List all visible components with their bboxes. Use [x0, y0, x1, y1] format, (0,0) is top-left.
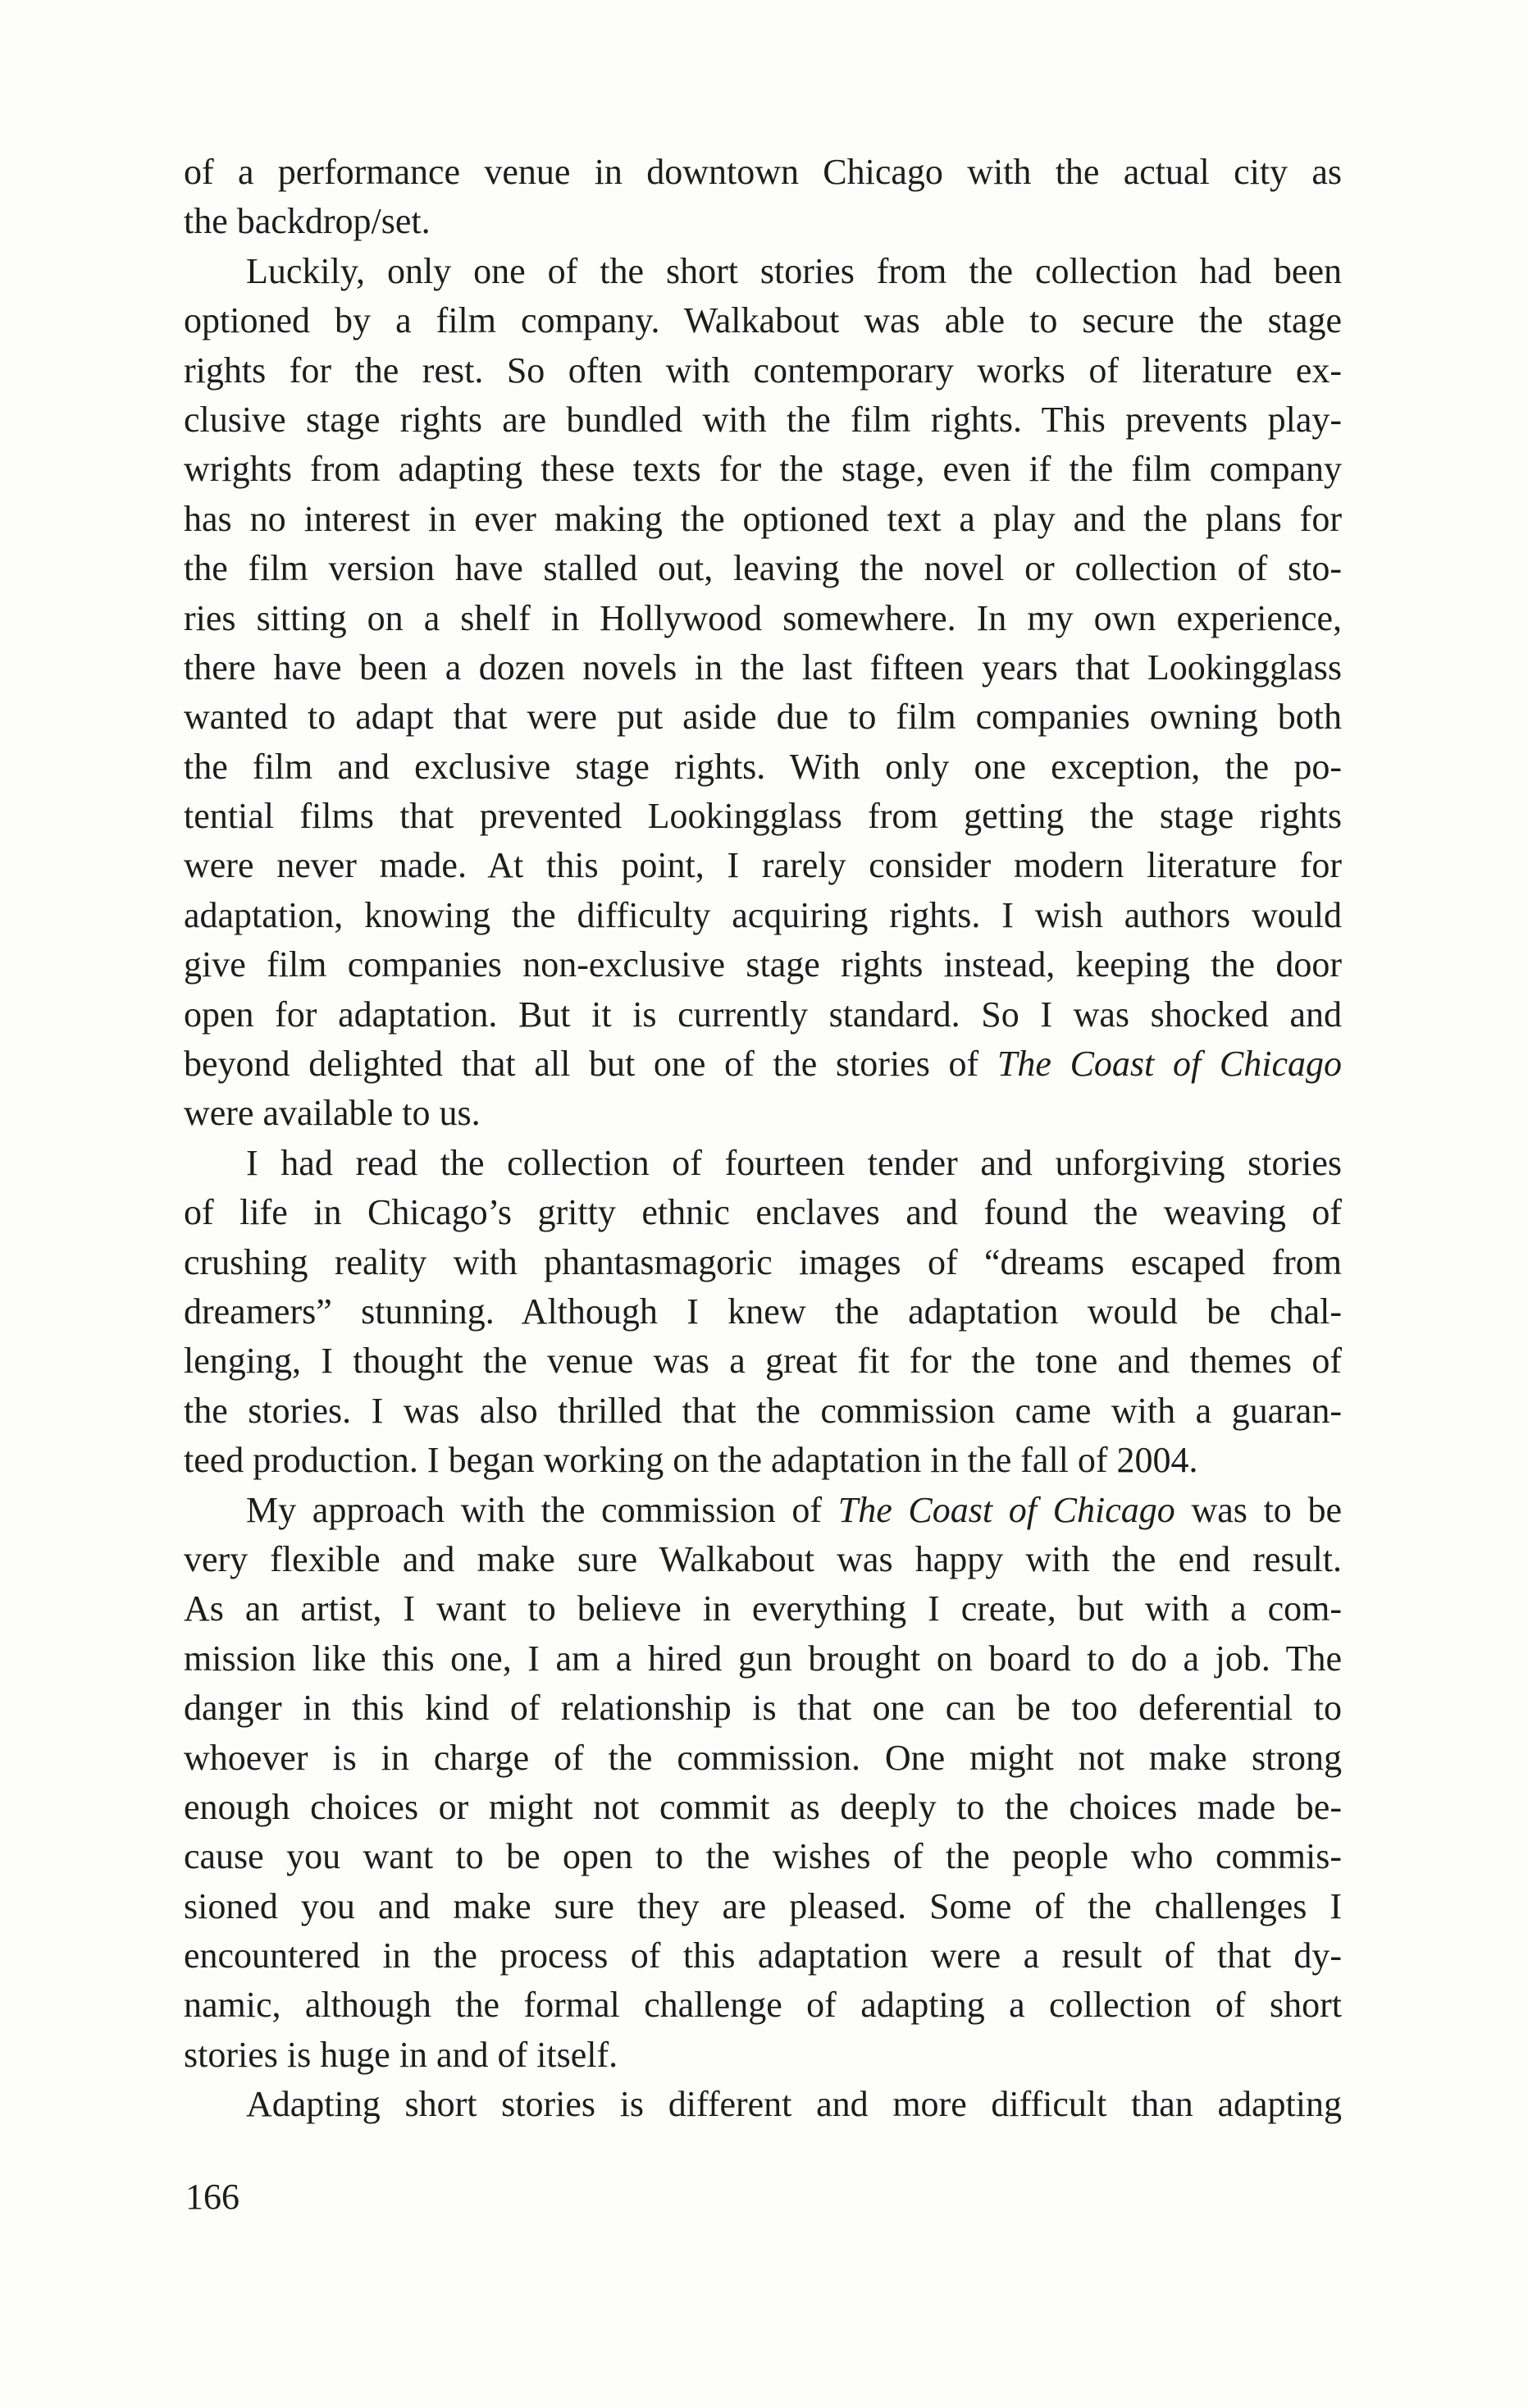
text-line: lenging, I thought the venue was a great fit for the tone and themes of	[184, 1341, 1342, 1382]
line-text: was to be	[1175, 1489, 1343, 1530]
text-line: the film version have stalled out, leaving the novel or collection of sto-	[184, 548, 1342, 589]
text-line: Adapting short stories is different and more difficult than adapting	[246, 2084, 1342, 2125]
text-line: rights for the rest. So often with contemporary works of literature ex-	[184, 350, 1342, 391]
text-line: the film and exclusive stage rights. With only one exception, the po-	[184, 746, 1342, 787]
text-line: cause you want to be open to the wishes of the people who commis-	[184, 1836, 1342, 1877]
text-line: give film companies non-exclusive stage rights instead, keeping the door	[184, 944, 1342, 985]
line-text: beyond delighted that all but one of the stories of	[184, 1044, 997, 1085]
text-line: enough choices or might not commit as deeply to the choices made be-	[184, 1786, 1342, 1827]
text-line: optioned by a film company. Walkabout was able to secure the stage	[184, 300, 1342, 341]
text-line: dreamers” stunning. Although I knew the adaptation would be chal-	[184, 1291, 1342, 1332]
paragraph	[184, 2080, 1342, 2129]
text-line: sioned you and make sure they are pleased. Some of the challenges I	[184, 1885, 1342, 1926]
text-line: of life in Chicago’s gritty ethnic enclaves and found the weaving of	[184, 1192, 1342, 1233]
text-line: whoever is in charge of the commission. One might not make strong	[184, 1737, 1342, 1778]
text-line: clusive stage rights are bundled with the film rights. This prevents play-	[184, 399, 1342, 440]
italic-title: The Coast of Chicago	[997, 1044, 1342, 1085]
text-line: ries sitting on a shelf in Hollywood somewhere. In my own experience,	[184, 597, 1342, 638]
text-line: danger in this kind of relationship is that one can be too deferential to	[184, 1688, 1342, 1729]
text-line: wrights from adapting these texts for the stage, even if the film company	[184, 449, 1342, 490]
body-text	[184, 148, 1342, 2130]
text-line: open for adaptation. But it is currently standard. So I was shocked and	[184, 994, 1342, 1035]
text-line: the stories. I was also thrilled that the commission came with a guaran-	[184, 1390, 1342, 1431]
text-line: has no interest in ever making the optioned text a play and the plans for	[184, 498, 1342, 539]
text-line: were never made. At this point, I rarely consider modern literature for	[184, 845, 1342, 886]
paragraph	[184, 1486, 1342, 2081]
text-line: tential films that prevented Lookingglass from getting the stage rights	[184, 796, 1342, 837]
text-line: there have been a dozen novels in the last fifteen years that Lookingglass	[184, 647, 1342, 688]
text-line: of a performance venue in downtown Chicago with the actual city as	[184, 152, 1342, 192]
text-line: mission like this one, I am a hired gun brought on board to do a job. The	[184, 1638, 1342, 1679]
text-line: teed production. I began working on the adaptation in the fall of 2004.	[184, 1440, 1198, 1481]
text-line: the backdrop/set.	[184, 201, 431, 242]
text-line: As an artist, I want to believe in everything I create, but with a com-	[184, 1588, 1342, 1629]
paragraph	[184, 1139, 1342, 1486]
text-line	[184, 1040, 1342, 1089]
line-text: My approach with the commission of	[246, 1489, 838, 1530]
page-number: 166	[185, 2177, 239, 2217]
text-line	[184, 1486, 1342, 1535]
text-line: I had read the collection of fourteen tender and unforgiving stories	[246, 1142, 1342, 1183]
paragraph	[184, 148, 1342, 247]
text-line: encountered in the process of this adaptation were a result of that dy-	[184, 1935, 1342, 1976]
italic-title: The Coast of Chicago	[837, 1489, 1175, 1530]
text-line: Luckily, only one of the short stories from the collection had been	[246, 250, 1342, 291]
text-line: very flexible and make sure Walkabout was happy with the end result.	[184, 1538, 1342, 1579]
text-line: crushing reality with phantasmagoric images of “dreams escaped from	[184, 1241, 1342, 1282]
text-line: adaptation, knowing the difficulty acquiring rights. I wish authors would	[184, 894, 1342, 935]
text-line: were available to us.	[184, 1093, 481, 1134]
text-line: stories is huge in and of itself.	[184, 2034, 618, 2075]
paragraph	[184, 247, 1342, 1139]
text-line: wanted to adapt that were put aside due to film companies owning both	[184, 697, 1342, 738]
text-line: namic, although the formal challenge of adapting a collection of short	[184, 1985, 1342, 2026]
